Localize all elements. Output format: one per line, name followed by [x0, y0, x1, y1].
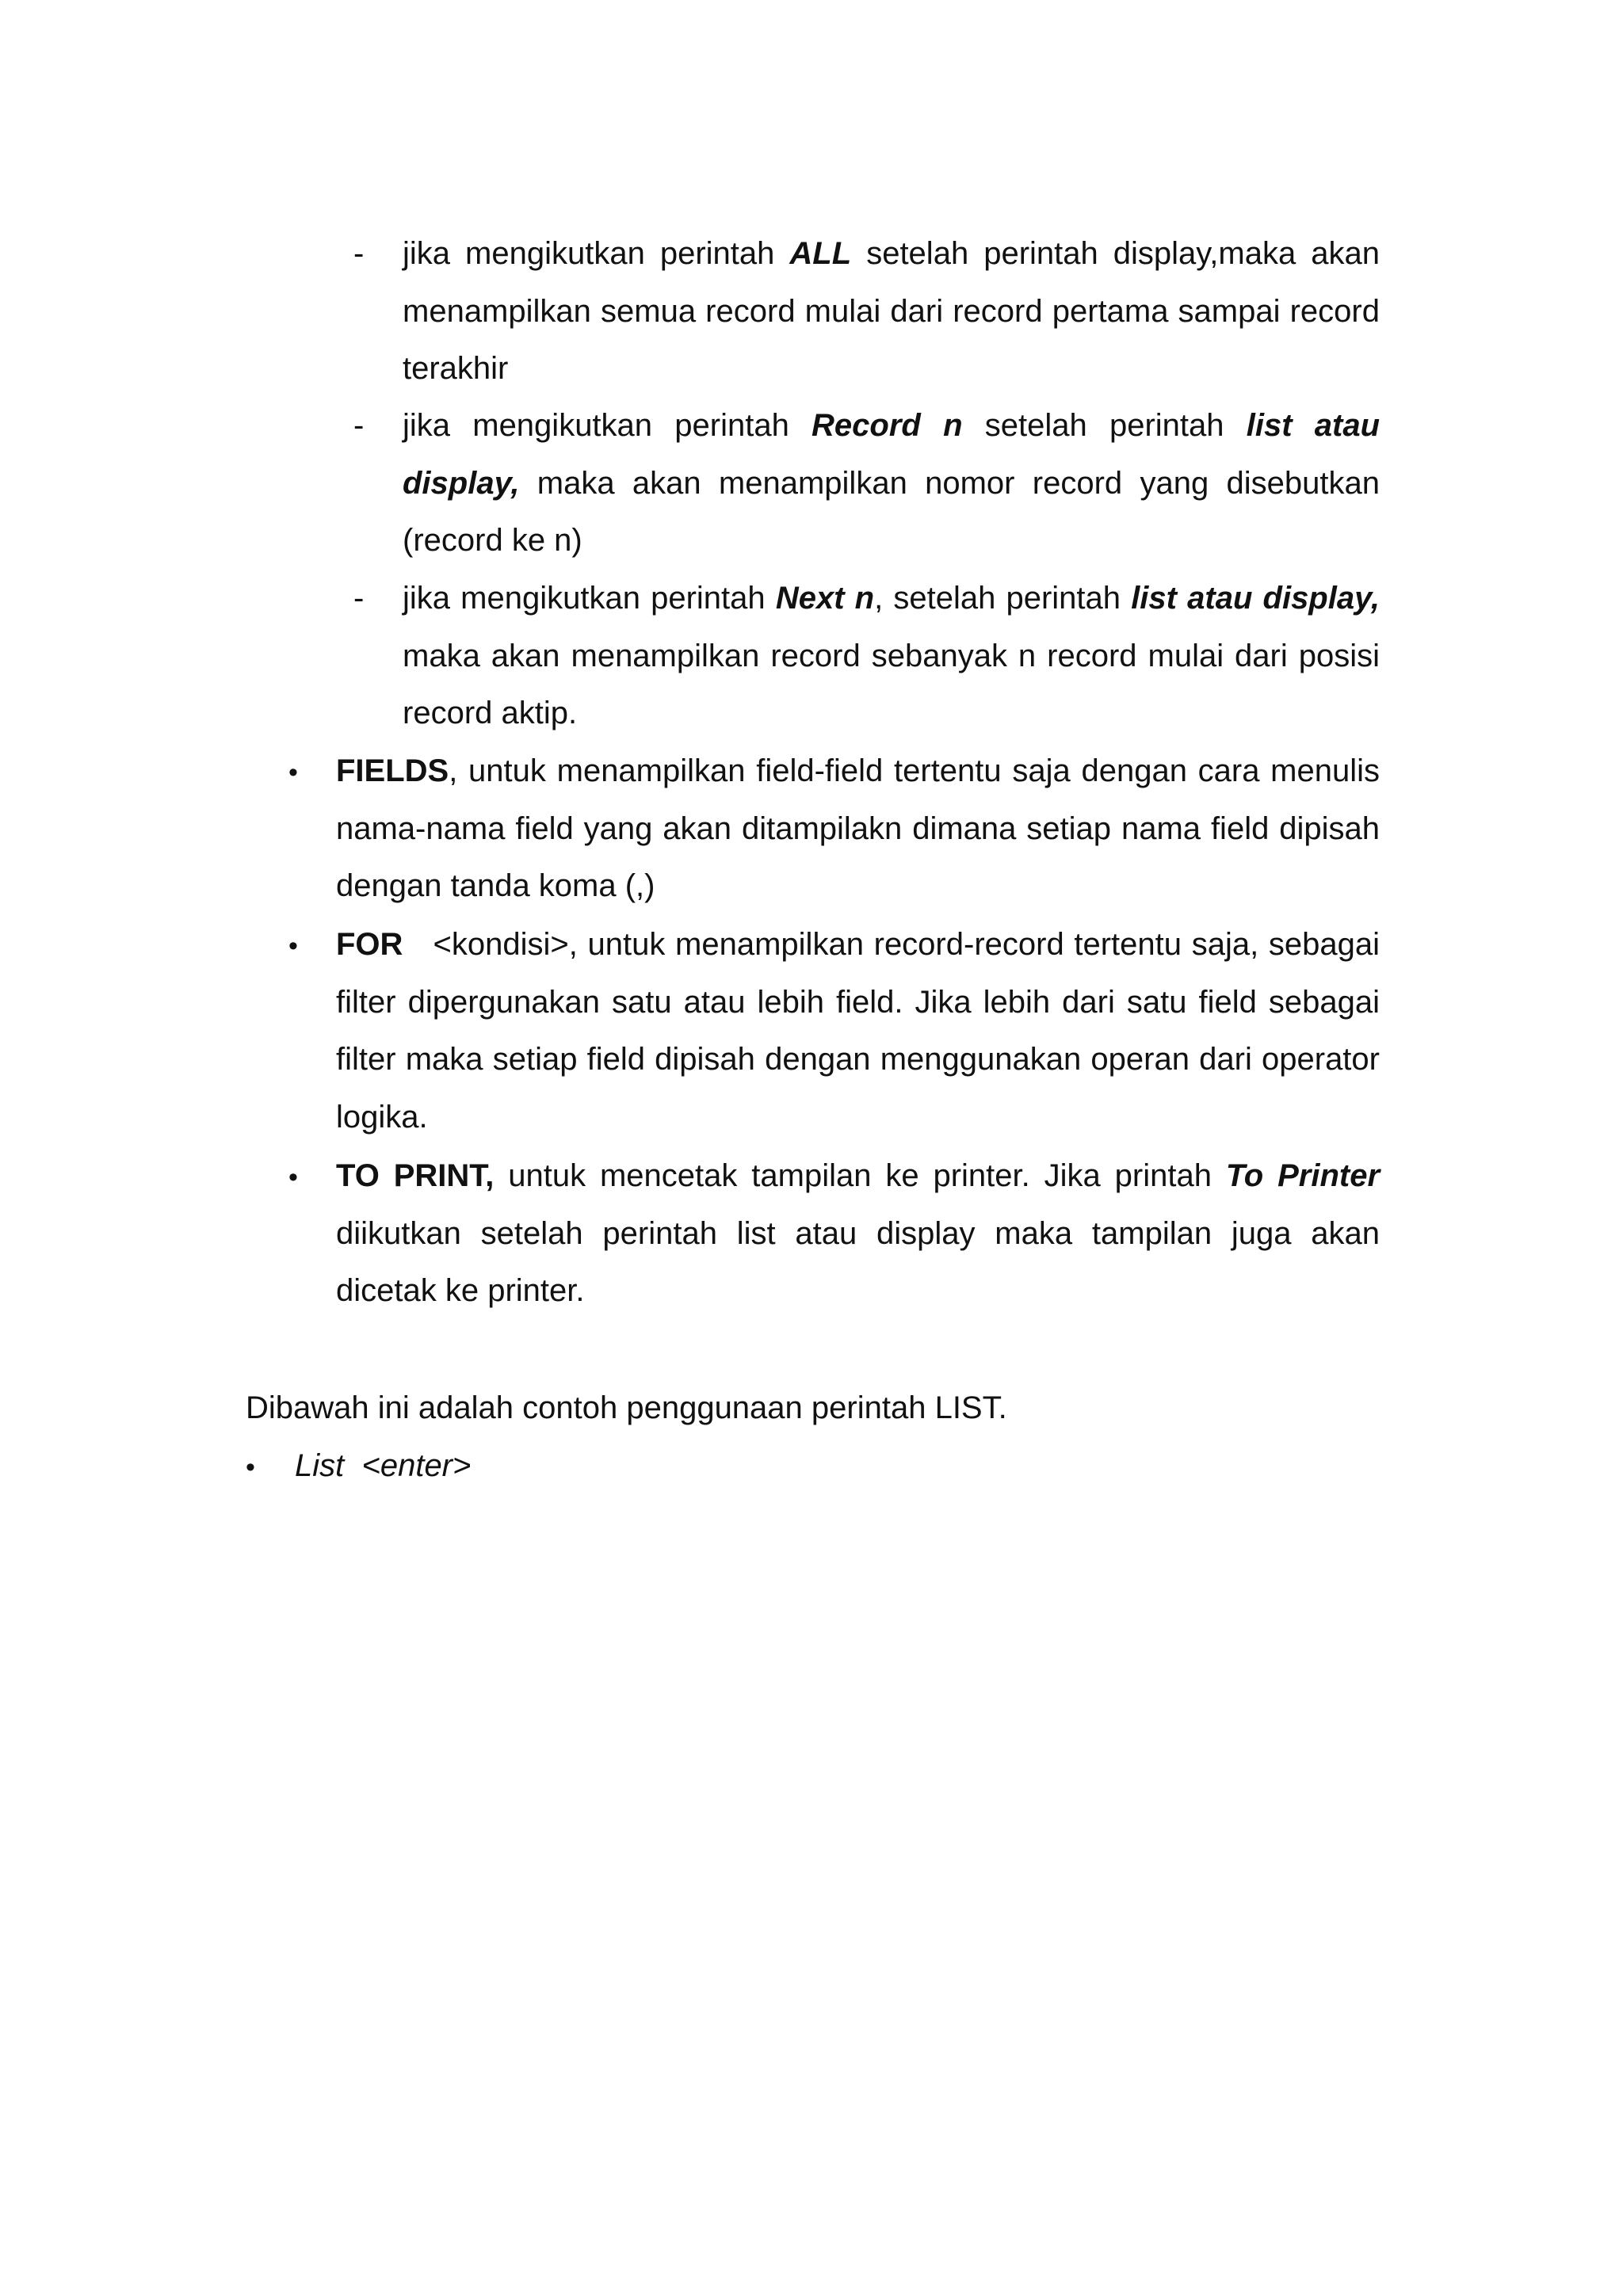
- keyword-for: FOR: [336, 927, 403, 962]
- dash-item-text: jika mengikutkan perintah: [403, 236, 790, 271]
- bullet-item-fields: [336, 742, 1380, 915]
- dash-marker: -: [353, 236, 365, 271]
- dash-item-text: setelah perintah: [962, 408, 1247, 443]
- example-intro: Dibawah ini adalah contoh penggunaan perintah LIST.: [246, 1390, 1007, 1425]
- dash-item-all: [403, 225, 1380, 398]
- keyword-all: ALL: [789, 236, 852, 271]
- bullet-marker: •: [288, 931, 298, 961]
- dash-marker: -: [353, 408, 365, 443]
- keyword-to-print: TO PRINT,: [336, 1158, 495, 1193]
- bullet-item-text: untuk mencetak tampilan ke printer. Jika printah: [494, 1158, 1226, 1193]
- example-list-command: List <enter>: [295, 1448, 472, 1483]
- dash-item-text: maka akan menampilkan nomor record yang disebutkan (record ke n): [403, 465, 1380, 558]
- dash-item-text: maka akan menampilkan record sebanyak n record mulai dari posisi record aktip.: [403, 638, 1380, 730]
- bullet-item-text: , untuk menampilkan field-field tertentu saja dengan cara menulis nama-nama field yang akan ditampilakn dimana setiap nama field dipisah dengan tanda koma (,): [336, 753, 1380, 903]
- keyword-record-n: Record n: [812, 408, 963, 443]
- dash-marker: -: [353, 581, 365, 616]
- bullet-marker: •: [246, 1452, 255, 1482]
- bullet-item-to-print: [336, 1147, 1380, 1320]
- keyword-list-atau-display: list atau display,: [403, 408, 1381, 501]
- bullet-item-text: <kondisi>, untuk menampilkan record-record tertentu saja, sebagai filter dipergunakan satu atau lebih field. Jika lebih dari satu field sebagai filter maka setiap field dipisah dengan menggunakan operan dari operator logika.: [336, 927, 1380, 1135]
- dash-item-text: jika mengikutkan perintah: [403, 408, 812, 443]
- keyword-list-atau-display: list atau display,: [1131, 581, 1380, 616]
- dash-item-text: jika mengikutkan perintah: [403, 581, 776, 616]
- dash-item-text: setelah perintah display,maka akan menampilkan semua record mulai dari record pertama sampai record terakhir: [403, 236, 1380, 386]
- dash-item-record-n: [403, 397, 1380, 570]
- bullet-marker: •: [288, 757, 298, 788]
- bullet-item-for: [336, 916, 1380, 1146]
- bullet-item-text: diikutkan setelah perintah list atau display maka tampilan juga akan dicetak ke printer.: [336, 1215, 1380, 1308]
- keyword-next-n: Next n: [775, 581, 875, 616]
- keyword-to-printer: To Printer: [1225, 1158, 1381, 1193]
- bullet-marker: •: [288, 1162, 298, 1192]
- dash-item-text: , setelah perintah: [874, 581, 1132, 616]
- keyword-fields: FIELDS: [336, 753, 449, 788]
- dash-item-next-n: [403, 570, 1380, 742]
